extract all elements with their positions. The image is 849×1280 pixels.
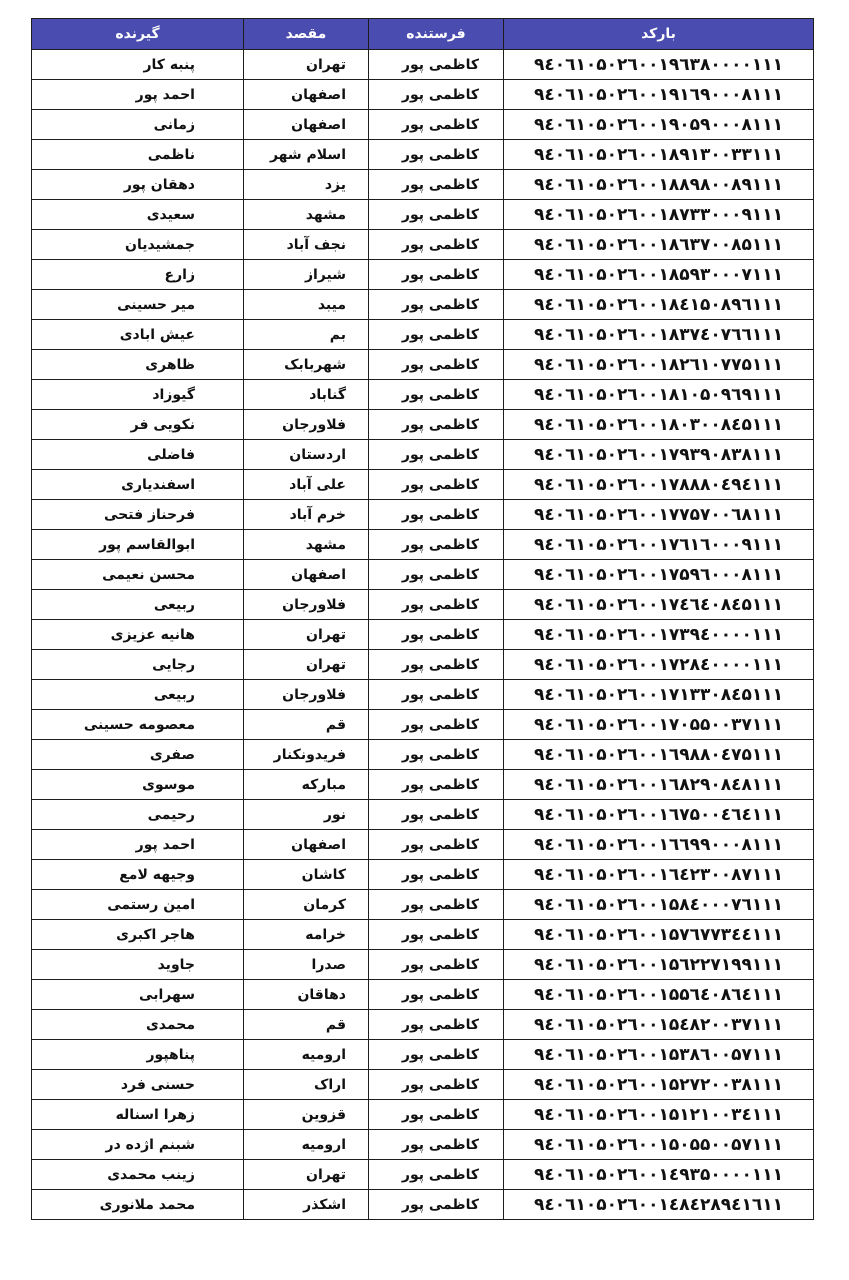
header-sender: فرستنده: [369, 19, 504, 50]
barcode-cell: ۹٤۰٦۱۰۵۰۲٦۰۰۱۷٤٦٤۰۸٤۵۱۱۱: [504, 590, 814, 620]
table-row: [32, 260, 814, 290]
destination-cell: مبارکه: [244, 770, 369, 800]
shipment-table: [31, 18, 814, 1220]
receiver-cell: پناهپور: [32, 1040, 244, 1070]
barcode-cell: ۹٤۰٦۱۰۵۰۲٦۰۰۱۸۰۳۰۰۸٤۵۱۱۱: [504, 410, 814, 440]
header-barcode: بارکد: [504, 19, 814, 50]
barcode-cell: ۹٤۰٦۱۰۵۰۲٦۰۰۱۸۲٦۱۰۷۷۵۱۱۱: [504, 350, 814, 380]
table-row: [32, 1070, 814, 1100]
destination-cell: تهران: [244, 650, 369, 680]
destination-cell: نور: [244, 800, 369, 830]
destination-cell: اسلام شهر: [244, 140, 369, 170]
table-row: [32, 470, 814, 500]
destination-cell: فلاورجان: [244, 410, 369, 440]
barcode-cell: ۹٤۰٦۱۰۵۰۲٦۰۰۱۵۷٦۷۷۳٤٤۱۱۱: [504, 920, 814, 950]
destination-cell: نجف آباد: [244, 230, 369, 260]
table-body: [32, 50, 814, 1220]
sender-cell: کاظمی پور: [369, 710, 504, 740]
table-row: [32, 110, 814, 140]
barcode-cell: ۹٤۰٦۱۰۵۰۲٦۰۰۱٦۷۵۰۰٤٦٤۱۱۱: [504, 800, 814, 830]
receiver-cell: فاضلی: [32, 440, 244, 470]
barcode-cell: ۹٤۰٦۱۰۵۰۲٦۰۰۱۸۷۳۳۰۰۰۹۱۱۱: [504, 200, 814, 230]
receiver-cell: اسفندیاری: [32, 470, 244, 500]
barcode-cell: ۹٤۰٦۱۰۵۰۲٦۰۰۱۷۳۹٤۰۰۰۰۱۱۱: [504, 620, 814, 650]
barcode-cell: ۹٤۰٦۱۰۵۰۲٦۰۰۱۵٦۲۲۷۱۹۹۱۱۱: [504, 950, 814, 980]
table-row: [32, 170, 814, 200]
sender-cell: کاظمی پور: [369, 50, 504, 80]
destination-cell: اردستان: [244, 440, 369, 470]
table-row: [32, 1160, 814, 1190]
destination-cell: خرم آباد: [244, 500, 369, 530]
barcode-cell: ۹٤۰٦۱۰۵۰۲٦۰۰۱۵۳۸٦۰۰۵۷۱۱۱: [504, 1040, 814, 1070]
sender-cell: کاظمی پور: [369, 920, 504, 950]
destination-cell: علی آباد: [244, 470, 369, 500]
table-row: [32, 650, 814, 680]
table-row: [32, 440, 814, 470]
receiver-cell: زارع: [32, 260, 244, 290]
barcode-cell: ۹٤۰٦۱۰۵۰۲٦۰۰۱۷۵۹٦۰۰۰۸۱۱۱: [504, 560, 814, 590]
table-row: [32, 710, 814, 740]
barcode-cell: ۹٤۰٦۱۰۵۰۲٦۰۰۱۸٦۳۷۰۰۸۵۱۱۱: [504, 230, 814, 260]
sender-cell: کاظمی پور: [369, 530, 504, 560]
destination-cell: اصفهان: [244, 830, 369, 860]
sender-cell: کاظمی پور: [369, 590, 504, 620]
destination-cell: صدرا: [244, 950, 369, 980]
receiver-cell: فرحناز فتحی: [32, 500, 244, 530]
barcode-cell: ۹٤۰٦۱۰۵۰۲٦۰۰۱٤۹۳۵۰۰۰۰۱۱۱: [504, 1160, 814, 1190]
table-row: [32, 1190, 814, 1220]
barcode-cell: ۹٤۰٦۱۰۵۰۲٦۰۰۱٦۹۸۸۰٤۷۵۱۱۱: [504, 740, 814, 770]
table-row: [32, 560, 814, 590]
barcode-cell: ۹٤۰٦۱۰۵۰۲٦۰۰۱۷۹۳۹۰۸۳۸۱۱۱: [504, 440, 814, 470]
barcode-cell: ۹٤۰٦۱۰۵۰۲٦۰۰۱۷۰۵۵۰۰۳۷۱۱۱: [504, 710, 814, 740]
destination-cell: مشهد: [244, 530, 369, 560]
receiver-cell: زینب محمدی: [32, 1160, 244, 1190]
sender-cell: کاظمی پور: [369, 470, 504, 500]
table-row: [32, 950, 814, 980]
barcode-cell: ۹٤۰٦۱۰۵۰۲٦۰۰۱۵۰۵۵۰۰۵۷۱۱۱: [504, 1130, 814, 1160]
barcode-cell: ۹٤۰٦۱۰۵۰۲٦۰۰۱۸٤۱۵۰۸۹٦۱۱۱: [504, 290, 814, 320]
table-row: [32, 140, 814, 170]
receiver-cell: محمدی: [32, 1010, 244, 1040]
destination-cell: کرمان: [244, 890, 369, 920]
destination-cell: مشهد: [244, 200, 369, 230]
sender-cell: کاظمی پور: [369, 950, 504, 980]
table-row: [32, 380, 814, 410]
receiver-cell: عیش ابادی: [32, 320, 244, 350]
sender-cell: کاظمی پور: [369, 1190, 504, 1220]
receiver-cell: ربیعی: [32, 590, 244, 620]
receiver-cell: پنبه کار: [32, 50, 244, 80]
destination-cell: تهران: [244, 1160, 369, 1190]
table-row: [32, 200, 814, 230]
table-row: [32, 230, 814, 260]
table-row: [32, 320, 814, 350]
table-row: [32, 1040, 814, 1070]
receiver-cell: سهرابی: [32, 980, 244, 1010]
sender-cell: کاظمی پور: [369, 170, 504, 200]
shipment-sheet: [31, 18, 813, 1220]
receiver-cell: هانیه عزیزی: [32, 620, 244, 650]
receiver-cell: معصومه حسینی: [32, 710, 244, 740]
destination-cell: اصفهان: [244, 80, 369, 110]
sender-cell: کاظمی پور: [369, 1010, 504, 1040]
destination-cell: اشکذر: [244, 1190, 369, 1220]
sender-cell: کاظمی پور: [369, 200, 504, 230]
sender-cell: کاظمی پور: [369, 830, 504, 860]
sender-cell: کاظمی پور: [369, 110, 504, 140]
sender-cell: کاظمی پور: [369, 650, 504, 680]
receiver-cell: رحیمی: [32, 800, 244, 830]
barcode-cell: ۹٤۰٦۱۰۵۰۲٦۰۰۱۷۷۵۷۰۰٦۸۱۱۱: [504, 500, 814, 530]
barcode-cell: ۹٤۰٦۱۰۵۰۲٦۰۰۱۹٦۳۸۰۰۰۰۱۱۱: [504, 50, 814, 80]
sender-cell: کاظمی پور: [369, 260, 504, 290]
sender-cell: کاظمی پور: [369, 290, 504, 320]
destination-cell: اصفهان: [244, 110, 369, 140]
destination-cell: یزد: [244, 170, 369, 200]
receiver-cell: محمد ملانوری: [32, 1190, 244, 1220]
table-row: [32, 590, 814, 620]
receiver-cell: هاجر اکبری: [32, 920, 244, 950]
table-row: [32, 770, 814, 800]
table-row: [32, 1130, 814, 1160]
receiver-cell: ناظمی: [32, 140, 244, 170]
receiver-cell: جاوید: [32, 950, 244, 980]
destination-cell: خرامه: [244, 920, 369, 950]
sender-cell: کاظمی پور: [369, 440, 504, 470]
sender-cell: کاظمی پور: [369, 1100, 504, 1130]
receiver-cell: نکویی فر: [32, 410, 244, 440]
barcode-cell: ۹٤۰٦۱۰۵۰۲٦۰۰۱۸۳۷٤۰۷٦٦۱۱۱: [504, 320, 814, 350]
table-row: [32, 80, 814, 110]
destination-cell: فریدونکنار: [244, 740, 369, 770]
destination-cell: اراک: [244, 1070, 369, 1100]
table-row: [32, 680, 814, 710]
barcode-cell: ۹٤۰٦۱۰۵۰۲٦۰۰۱٦٤۲۳۰۰۸۷۱۱۱: [504, 860, 814, 890]
destination-cell: کاشان: [244, 860, 369, 890]
sender-cell: کاظمی پور: [369, 1070, 504, 1100]
header-receiver: گیرنده: [32, 19, 244, 50]
table-row: [32, 530, 814, 560]
receiver-cell: رجایی: [32, 650, 244, 680]
sender-cell: کاظمی پور: [369, 1130, 504, 1160]
table-header: [32, 19, 814, 50]
sender-cell: کاظمی پور: [369, 620, 504, 650]
receiver-cell: احمد پور: [32, 80, 244, 110]
destination-cell: دهاقان: [244, 980, 369, 1010]
destination-cell: بم: [244, 320, 369, 350]
barcode-cell: ۹٤۰٦۱۰۵۰۲٦۰۰۱۵۲۷۲۰۰۳۸۱۱۱: [504, 1070, 814, 1100]
sender-cell: کاظمی پور: [369, 980, 504, 1010]
receiver-cell: ابوالقاسم پور: [32, 530, 244, 560]
table-row: [32, 740, 814, 770]
sender-cell: کاظمی پور: [369, 740, 504, 770]
destination-cell: تهران: [244, 50, 369, 80]
table-row: [32, 830, 814, 860]
table-row: [32, 1100, 814, 1130]
receiver-cell: امین رستمی: [32, 890, 244, 920]
destination-cell: گناباد: [244, 380, 369, 410]
barcode-cell: ۹٤۰٦۱۰۵۰۲٦۰۰۱۸۸۹۸۰۰۸۹۱۱۱: [504, 170, 814, 200]
table-row: [32, 350, 814, 380]
table-row: [32, 890, 814, 920]
receiver-cell: شبنم اژده در: [32, 1130, 244, 1160]
sender-cell: کاظمی پور: [369, 680, 504, 710]
table-row: [32, 800, 814, 830]
destination-cell: قم: [244, 710, 369, 740]
barcode-cell: ۹٤۰٦۱۰۵۰۲٦۰۰۱۷۱۳۳۰۸٤۵۱۱۱: [504, 680, 814, 710]
sender-cell: کاظمی پور: [369, 560, 504, 590]
sender-cell: کاظمی پور: [369, 380, 504, 410]
destination-cell: اصفهان: [244, 560, 369, 590]
barcode-cell: ۹٤۰٦۱۰۵۰۲٦۰۰۱۹۰۵۹۰۰۰۸۱۱۱: [504, 110, 814, 140]
barcode-cell: ۹٤۰٦۱۰۵۰۲٦۰۰۱۸۵۹۳۰۰۰۷۱۱۱: [504, 260, 814, 290]
table-row: [32, 1010, 814, 1040]
sender-cell: کاظمی پور: [369, 860, 504, 890]
receiver-cell: حسنی فرد: [32, 1070, 244, 1100]
table-row: [32, 500, 814, 530]
receiver-cell: محسن نعیمی: [32, 560, 244, 590]
receiver-cell: احمد پور: [32, 830, 244, 860]
table-row: [32, 860, 814, 890]
sender-cell: کاظمی پور: [369, 140, 504, 170]
sender-cell: کاظمی پور: [369, 800, 504, 830]
barcode-cell: ۹٤۰٦۱۰۵۰۲٦۰۰۱۵۵٦٤۰۸٦٤۱۱۱: [504, 980, 814, 1010]
barcode-cell: ۹٤۰٦۱۰۵۰۲٦۰۰۱۷٦۱٦۰۰۰۹۱۱۱: [504, 530, 814, 560]
receiver-cell: میر حسینی: [32, 290, 244, 320]
receiver-cell: موسوی: [32, 770, 244, 800]
header-row: [32, 19, 814, 50]
sender-cell: کاظمی پور: [369, 410, 504, 440]
barcode-cell: ۹٤۰٦۱۰۵۰۲٦۰۰۱۸۹۱۳۰۰۳۳۱۱۱: [504, 140, 814, 170]
header-destination: مقصد: [244, 19, 369, 50]
receiver-cell: زمانی: [32, 110, 244, 140]
table-row: [32, 920, 814, 950]
sender-cell: کاظمی پور: [369, 890, 504, 920]
barcode-cell: ۹٤۰٦۱۰۵۰۲٦۰۰۱۵۱۲۱۰۰۳٤۱۱۱: [504, 1100, 814, 1130]
table-row: [32, 620, 814, 650]
barcode-cell: ۹٤۰٦۱۰۵۰۲٦۰۰۱۹۱٦۹۰۰۰۸۱۱۱: [504, 80, 814, 110]
destination-cell: تهران: [244, 620, 369, 650]
sender-cell: کاظمی پور: [369, 1160, 504, 1190]
receiver-cell: گیوزاد: [32, 380, 244, 410]
sender-cell: کاظمی پور: [369, 500, 504, 530]
receiver-cell: سعیدی: [32, 200, 244, 230]
barcode-cell: ۹٤۰٦۱۰۵۰۲٦۰۰۱٦۸۲۹۰۸٤۸۱۱۱: [504, 770, 814, 800]
destination-cell: فلاورجان: [244, 590, 369, 620]
receiver-cell: ظاهری: [32, 350, 244, 380]
barcode-cell: ۹٤۰٦۱۰۵۰۲٦۰۰۱۸۱۰۵۰۹٦۹۱۱۱: [504, 380, 814, 410]
destination-cell: ارومیه: [244, 1130, 369, 1160]
barcode-cell: ۹٤۰٦۱۰۵۰۲٦۰۰۱۷۲۸٤۰۰۰۰۱۱۱: [504, 650, 814, 680]
table-row: [32, 410, 814, 440]
destination-cell: میبد: [244, 290, 369, 320]
receiver-cell: وجیهه لامع: [32, 860, 244, 890]
receiver-cell: دهقان پور: [32, 170, 244, 200]
receiver-cell: جمشیدیان: [32, 230, 244, 260]
sender-cell: کاظمی پور: [369, 350, 504, 380]
receiver-cell: زهرا اسناله: [32, 1100, 244, 1130]
sender-cell: کاظمی پور: [369, 320, 504, 350]
destination-cell: قم: [244, 1010, 369, 1040]
table-row: [32, 50, 814, 80]
table-row: [32, 290, 814, 320]
barcode-cell: ۹٤۰٦۱۰۵۰۲٦۰۰۱۷۸۸۸۰٤۹٤۱۱۱: [504, 470, 814, 500]
destination-cell: فلاورجان: [244, 680, 369, 710]
barcode-cell: ۹٤۰٦۱۰۵۰۲٦۰۰۱٦٦۹۹۰۰۰۸۱۱۱: [504, 830, 814, 860]
receiver-cell: ربیعی: [32, 680, 244, 710]
barcode-cell: ۹٤۰٦۱۰۵۰۲٦۰۰۱۵٤۸۲۰۰۳۷۱۱۱: [504, 1010, 814, 1040]
destination-cell: شیراز: [244, 260, 369, 290]
sender-cell: کاظمی پور: [369, 1040, 504, 1070]
sender-cell: کاظمی پور: [369, 80, 504, 110]
receiver-cell: صفری: [32, 740, 244, 770]
table-row: [32, 980, 814, 1010]
destination-cell: ارومیه: [244, 1040, 369, 1070]
sender-cell: کاظمی پور: [369, 230, 504, 260]
sender-cell: کاظمی پور: [369, 770, 504, 800]
barcode-cell: ۹٤۰٦۱۰۵۰۲٦۰۰۱٤۸٤۲۸۹٤۱٦۱۱: [504, 1190, 814, 1220]
barcode-cell: ۹٤۰٦۱۰۵۰۲٦۰۰۱۵۸٤۰۰۰۷٦۱۱۱: [504, 890, 814, 920]
destination-cell: شهربابک: [244, 350, 369, 380]
destination-cell: قزوین: [244, 1100, 369, 1130]
